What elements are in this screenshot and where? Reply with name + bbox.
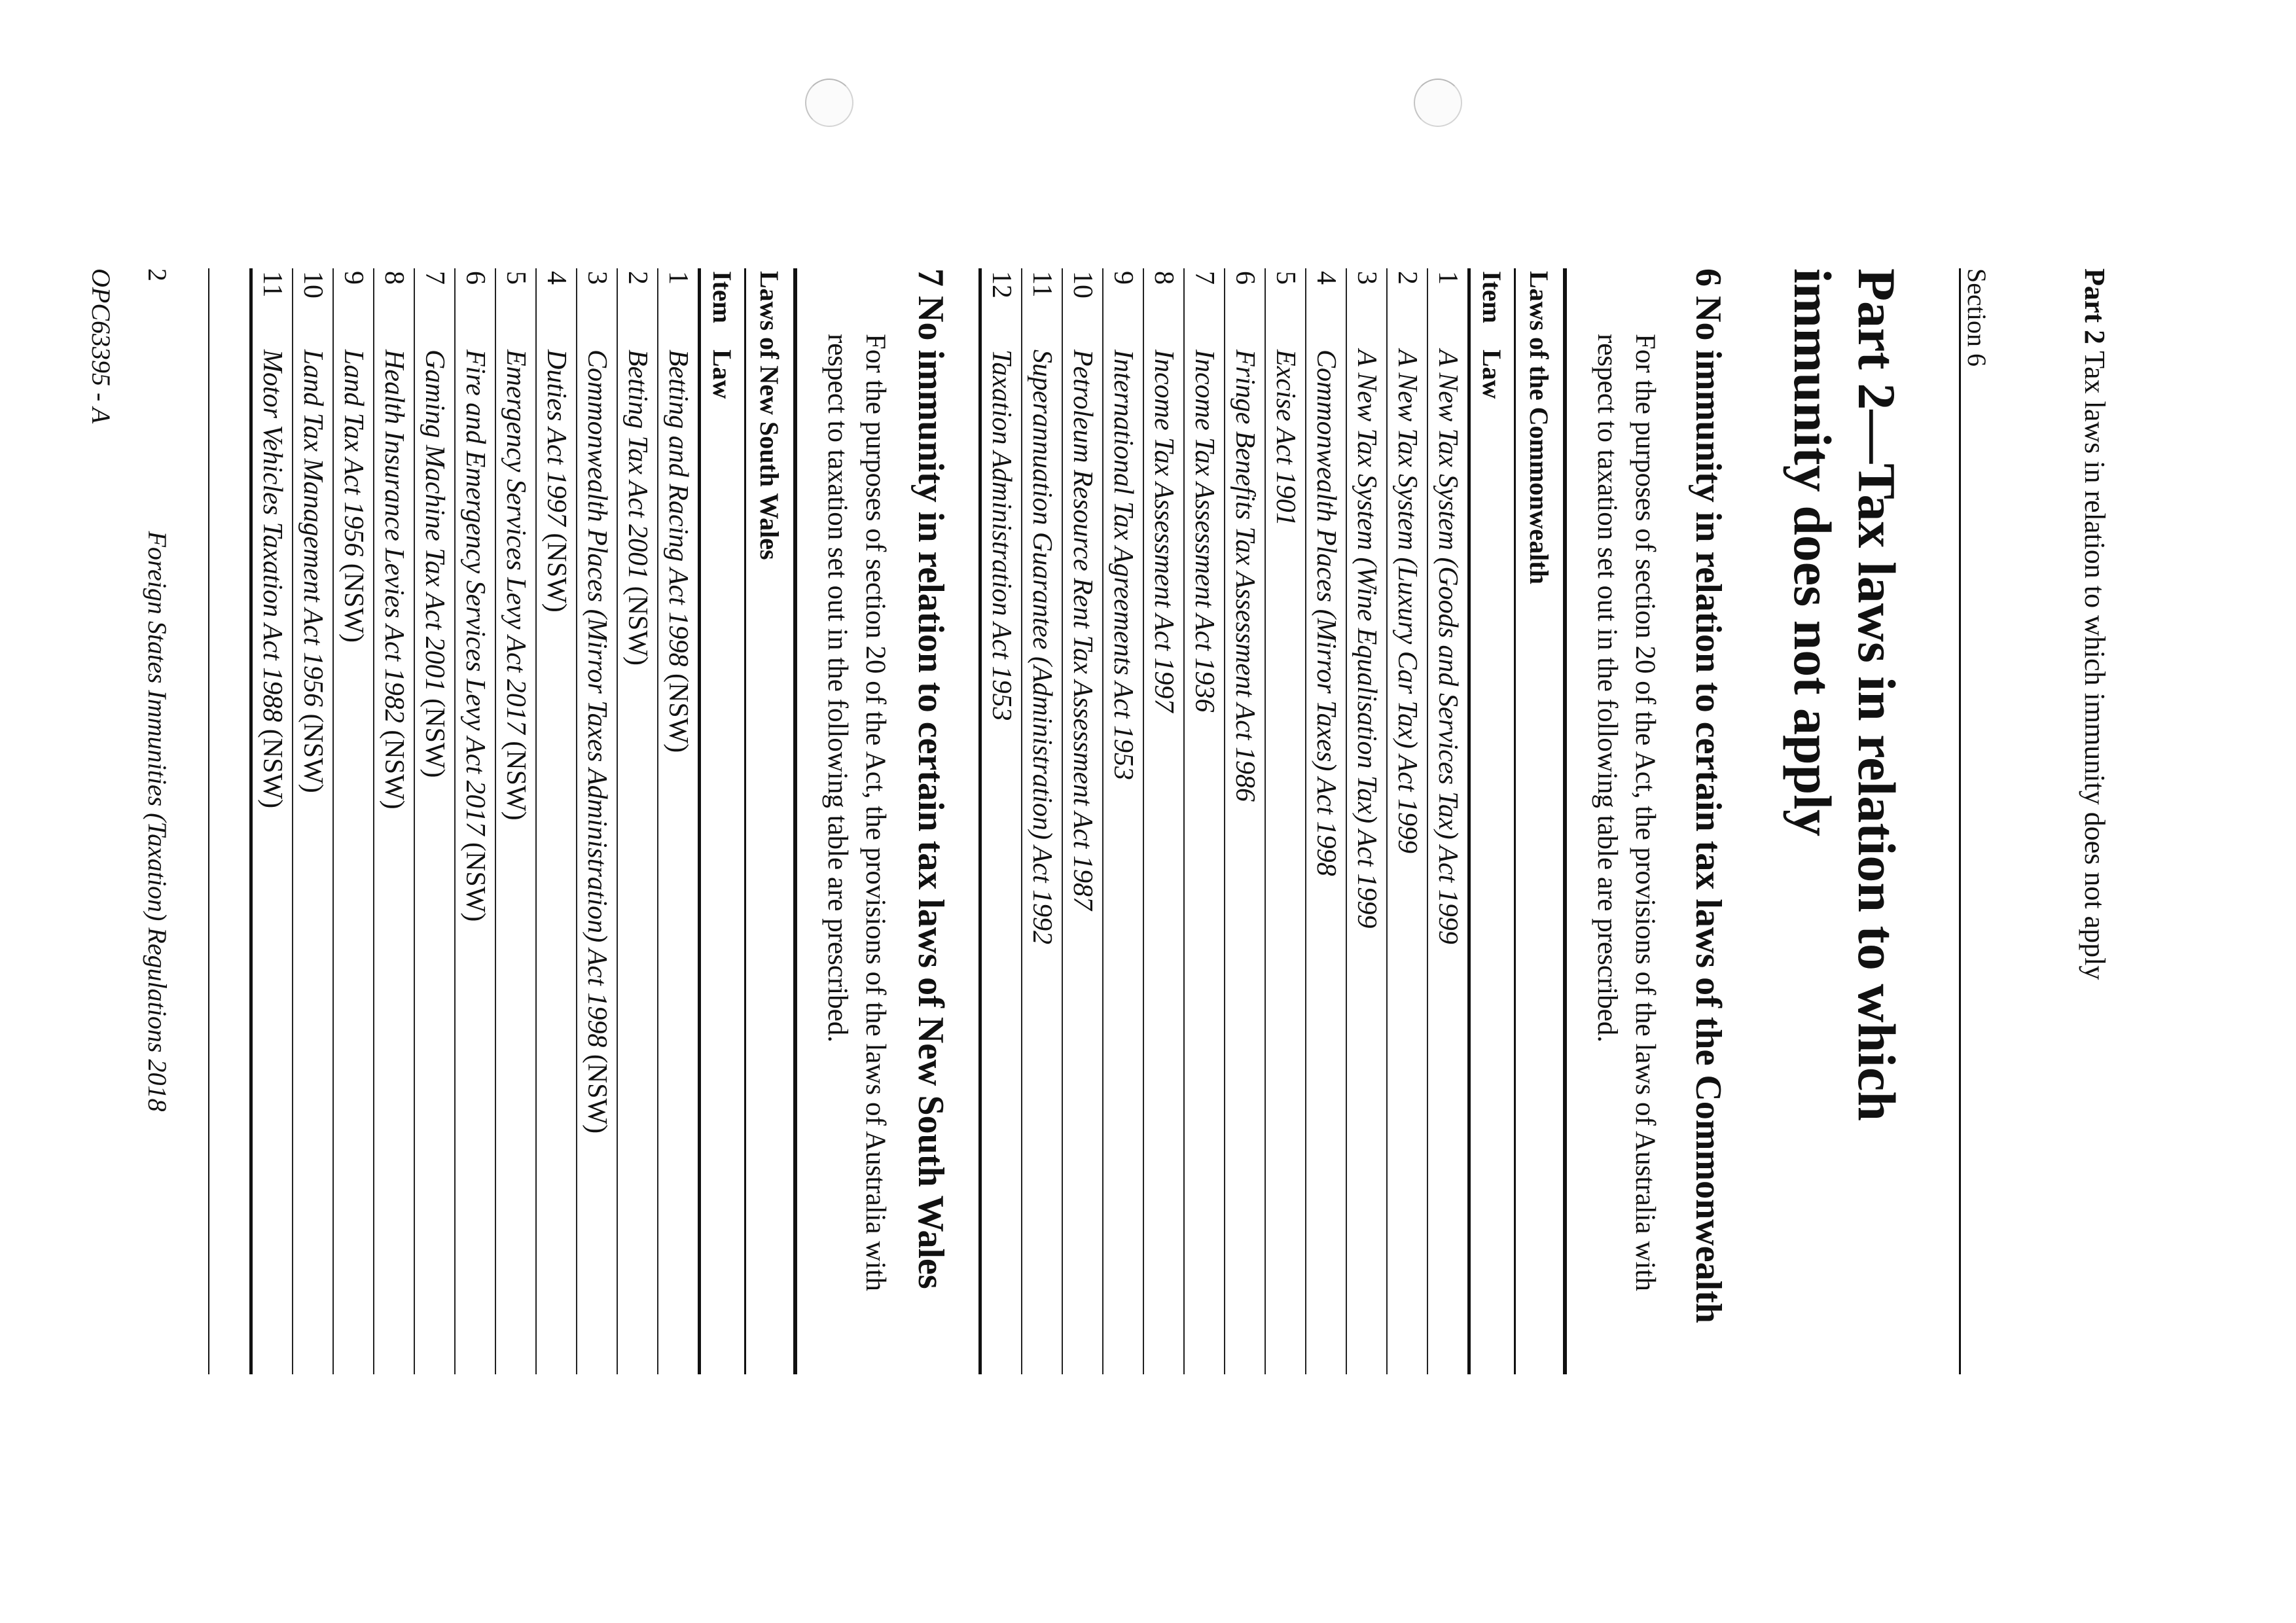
law-cell bbox=[980, 349, 1022, 1374]
table-row bbox=[1143, 268, 1184, 1374]
law-title: Commonwealth Places (Mirror Taxes) Act 1998 bbox=[1311, 349, 1341, 876]
law-cell bbox=[1184, 349, 1225, 1374]
item-number: 7 bbox=[1184, 268, 1225, 349]
item-number: 2 bbox=[617, 268, 658, 349]
section-label: Section 6 bbox=[1962, 268, 1992, 366]
law-title: Motor Vehicles Taxation Act 1988 bbox=[257, 349, 287, 722]
footer-code: OPC63395 - A bbox=[86, 268, 116, 424]
table-row bbox=[1225, 268, 1265, 1374]
table-title: Laws of the Commonwealth bbox=[1515, 268, 1566, 1374]
law-jurisdiction: (NSW) bbox=[420, 691, 450, 778]
law-title: Land Tax Act 1956 bbox=[338, 349, 368, 557]
table-row bbox=[577, 268, 617, 1374]
section-6-text: For the purposes of section 20 of the Act, the provisions of the laws of Australia with respect to taxation set out in the following table are prescribed. bbox=[1592, 334, 1660, 1291]
law-cell bbox=[1062, 349, 1103, 1374]
column-header-law: Law bbox=[700, 349, 745, 1374]
item-number: 5 bbox=[1265, 268, 1306, 349]
law-title: International Tax Agreements Act 1953 bbox=[1108, 349, 1138, 780]
item-number: 3 bbox=[1346, 268, 1387, 349]
item-number: 8 bbox=[374, 268, 414, 349]
section-7-heading: 7 No immunity in relation to certain tax laws of New South Wales bbox=[910, 268, 951, 1289]
law-title: Fringe Benefits Tax Assessment Act 1986 bbox=[1230, 349, 1260, 802]
law-jurisdiction: (NSW) bbox=[338, 556, 368, 643]
table-row bbox=[1022, 268, 1062, 1374]
item-number: 11 bbox=[251, 268, 293, 349]
item-number: 2 bbox=[1387, 268, 1427, 349]
running-header bbox=[2078, 268, 2111, 980]
law-title: Gaming Machine Tax Act 2001 bbox=[420, 349, 450, 692]
running-header-title: Tax laws in relation to which immunity does not apply bbox=[2079, 351, 2111, 980]
table-row bbox=[414, 268, 455, 1374]
law-title: Excise Act 1901 bbox=[1270, 349, 1300, 526]
item-number: 9 bbox=[333, 268, 374, 349]
item-number: 4 bbox=[536, 268, 577, 349]
law-cell bbox=[1143, 349, 1184, 1374]
law-title: Duties Act 1997 bbox=[541, 349, 571, 526]
law-cell bbox=[1346, 349, 1387, 1374]
section-7-text: For the purposes of section 20 of the Act, the provisions of the laws of Australia with respect to taxation set out in the following table are prescribed. bbox=[822, 334, 891, 1291]
law-title: A New Tax System (Goods and Services Tax) Act 1999 bbox=[1433, 349, 1463, 944]
law-cell bbox=[617, 349, 658, 1374]
column-header-item: Item bbox=[1469, 268, 1515, 349]
law-cell bbox=[251, 349, 293, 1374]
footer-rule bbox=[208, 268, 209, 1374]
law-cell bbox=[414, 349, 455, 1374]
law-cell bbox=[455, 349, 495, 1374]
law-title: Superannuation Guarantee (Administration) Act 1992 bbox=[1027, 349, 1057, 945]
item-number: 12 bbox=[980, 268, 1022, 349]
table-row bbox=[980, 268, 1022, 1374]
law-cell bbox=[374, 349, 414, 1374]
law-title: Commonwealth Places (Mirror Taxes Administration) Act 1998 bbox=[582, 349, 612, 1048]
law-title: A New Tax System (Luxury Car Tax) Act 1999 bbox=[1392, 349, 1422, 854]
law-cell bbox=[536, 349, 577, 1374]
table-title: Laws of New South Wales bbox=[745, 268, 796, 1374]
item-number: 11 bbox=[1022, 268, 1062, 349]
law-cell bbox=[293, 349, 333, 1374]
law-cell bbox=[1103, 349, 1143, 1374]
table-row bbox=[1387, 268, 1427, 1374]
item-number: 6 bbox=[1225, 268, 1265, 349]
law-title: Land Tax Management Act 1956 bbox=[298, 349, 328, 707]
law-title: Income Tax Assessment Act 1997 bbox=[1149, 349, 1179, 713]
nsw-laws-table bbox=[249, 268, 797, 1374]
commonwealth-laws-table bbox=[978, 268, 1567, 1374]
law-jurisdiction: (NSW) bbox=[663, 666, 693, 753]
table-row bbox=[374, 268, 414, 1374]
section-6-heading: 6 No immunity in relation to certain tax laws of the Commonwealth bbox=[1688, 268, 1729, 1323]
law-cell bbox=[577, 349, 617, 1374]
table-row bbox=[293, 268, 333, 1374]
law-title: Income Tax Assessment Act 1936 bbox=[1189, 349, 1219, 713]
law-jurisdiction: (NSW) bbox=[541, 526, 571, 613]
law-jurisdiction: (NSW) bbox=[460, 835, 490, 922]
table-row bbox=[251, 268, 293, 1374]
running-header-part: Part 2 bbox=[2079, 268, 2111, 345]
item-number: 9 bbox=[1103, 268, 1143, 349]
law-cell bbox=[658, 349, 700, 1374]
table-row bbox=[455, 268, 495, 1374]
item-number: 5 bbox=[495, 268, 536, 349]
item-number: 1 bbox=[1427, 268, 1469, 349]
table-row bbox=[1184, 268, 1225, 1374]
item-number: 7 bbox=[414, 268, 455, 349]
table-row bbox=[1306, 268, 1346, 1374]
law-cell bbox=[1427, 349, 1469, 1374]
law-title: Fire and Emergency Services Levy Act 2017 bbox=[460, 349, 490, 836]
law-jurisdiction: (NSW) bbox=[582, 1047, 612, 1134]
footer-page-number: 2 bbox=[143, 268, 172, 281]
table-row bbox=[1103, 268, 1143, 1374]
item-number: 10 bbox=[1062, 268, 1103, 349]
law-title: Betting Tax Act 2001 bbox=[622, 349, 653, 580]
law-jurisdiction: (NSW) bbox=[379, 722, 409, 810]
law-cell bbox=[495, 349, 536, 1374]
table-row bbox=[1427, 268, 1469, 1374]
law-cell bbox=[1306, 349, 1346, 1374]
law-cell bbox=[333, 349, 374, 1374]
law-title: Emergency Services Levy Act 2017 bbox=[501, 349, 531, 734]
law-cell bbox=[1265, 349, 1306, 1374]
law-title: Betting and Racing Act 1998 bbox=[663, 349, 693, 667]
law-cell bbox=[1387, 349, 1427, 1374]
item-number: 8 bbox=[1143, 268, 1184, 349]
law-title: Health Insurance Levies Act 1982 bbox=[379, 349, 409, 723]
law-jurisdiction: (NSW) bbox=[501, 734, 531, 821]
table-row bbox=[1346, 268, 1387, 1374]
column-header-item: Item bbox=[700, 268, 745, 349]
table-row bbox=[1062, 268, 1103, 1374]
table-row bbox=[495, 268, 536, 1374]
law-jurisdiction: (NSW) bbox=[622, 579, 653, 666]
item-number: 3 bbox=[577, 268, 617, 349]
item-number: 1 bbox=[658, 268, 700, 349]
law-cell bbox=[1022, 349, 1062, 1374]
footer-document-title: Foreign States Immunities (Taxation) Regulations 2018 bbox=[143, 531, 172, 1112]
item-number: 10 bbox=[293, 268, 333, 349]
law-cell bbox=[1225, 349, 1265, 1374]
item-number: 6 bbox=[455, 268, 495, 349]
table-row bbox=[617, 268, 658, 1374]
law-title: Petroleum Resource Rent Tax Assessment Act 1987 bbox=[1067, 349, 1098, 910]
column-header-law: Law bbox=[1469, 349, 1515, 1374]
table-row bbox=[333, 268, 374, 1374]
law-jurisdiction: (NSW) bbox=[298, 706, 328, 793]
table-row bbox=[1265, 268, 1306, 1374]
table-row bbox=[658, 268, 700, 1374]
header-rule bbox=[1959, 268, 1961, 1374]
table-row bbox=[536, 268, 577, 1374]
item-number: 4 bbox=[1306, 268, 1346, 349]
part-heading: Part 2—Tax laws in relation to which immunity does not apply bbox=[1783, 268, 1907, 1121]
law-title: Taxation Administration Act 1953 bbox=[986, 349, 1016, 721]
law-title: A New Tax System (Wine Equalisation Tax) Act 1999 bbox=[1352, 349, 1382, 929]
law-jurisdiction: (NSW) bbox=[257, 722, 287, 809]
